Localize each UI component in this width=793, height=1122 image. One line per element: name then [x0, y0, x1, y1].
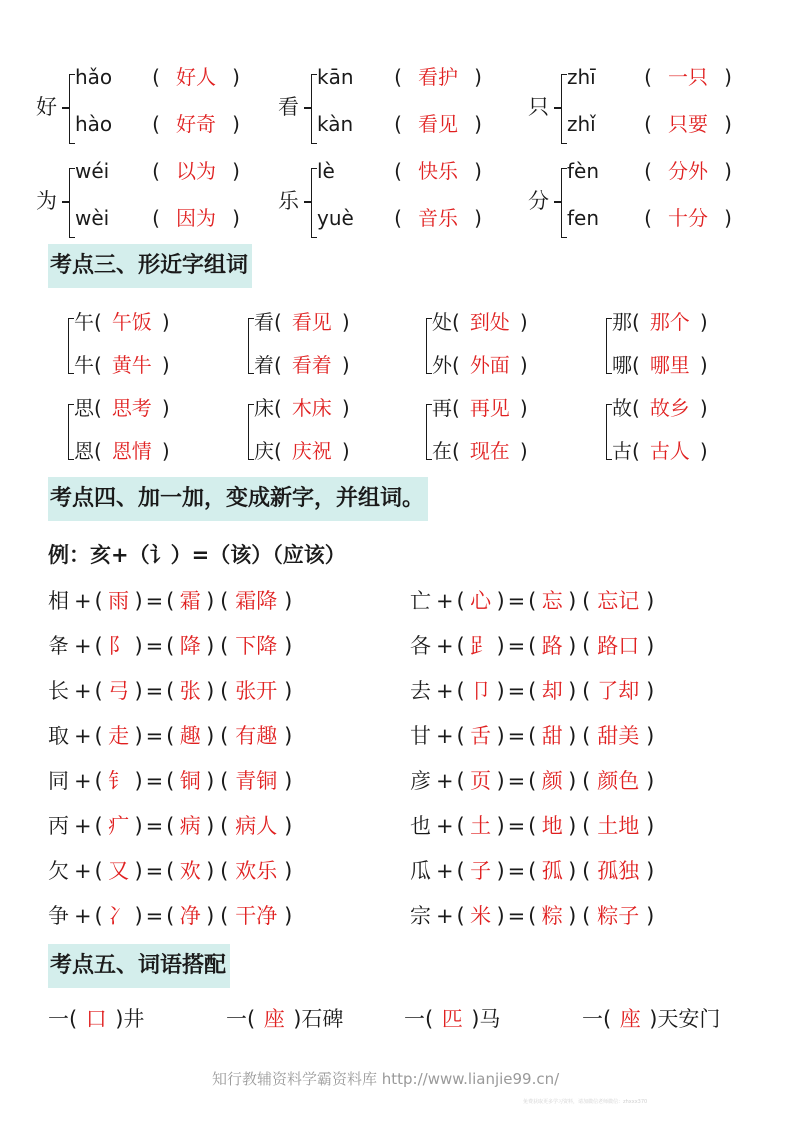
answer-radical: 钅: [108, 769, 130, 793]
answer-char: 孤: [541, 859, 563, 883]
answer-char: 铜: [179, 769, 201, 793]
answer-radical: 土: [470, 814, 492, 838]
answer-radical: 疒: [108, 814, 130, 838]
reading-row: wéi ( 以为 ): [75, 156, 247, 186]
answer-radical: 𧾷: [470, 634, 492, 658]
add-radical-row: 各 + ( 𧾷 ) = ( 路 ) ( 路口 ): [410, 631, 657, 661]
reading-row: zhī ( 一只 ): [567, 62, 739, 92]
answer-word: 现在: [469, 439, 510, 463]
add-radical-row: 夅 + ( 阝 ) = ( 降 ) ( 下降 ): [48, 631, 295, 661]
answer-radical: 又: [108, 859, 130, 883]
add-radical-row: 争 + ( 冫 ) = ( 净 ) ( 干净 ): [48, 901, 295, 931]
answer-word: 木床: [291, 396, 332, 420]
answer-word: 看着: [291, 353, 332, 377]
answer-char: 粽: [541, 904, 563, 928]
answer-word: 青铜: [235, 769, 278, 793]
add-radical-row: 欠 + ( 又 ) = ( 欢 ) ( 欢乐 ): [48, 856, 295, 886]
reading-row: fen ( 十分 ): [567, 203, 739, 233]
polyphone-group: [278, 156, 508, 248]
answer-word: 颜色: [597, 769, 640, 793]
bracket-tick: [304, 201, 311, 203]
pair-row: 再( 再见 ): [432, 396, 528, 420]
polyphone-char: 乐: [278, 189, 299, 213]
pair-row: 思( 思考 ): [74, 396, 170, 420]
polyphone-char: 为: [36, 189, 57, 213]
answer-word: 十分: [668, 206, 708, 230]
section-heading: 考点四、加一加，变成新字，并组词。: [48, 477, 428, 521]
answer-word: 故乡: [649, 396, 690, 420]
answer-word: 下降: [235, 634, 278, 658]
answer-char: 病: [179, 814, 201, 838]
answer-char: 忘: [541, 589, 563, 613]
reading-row: zhǐ ( 只要 ): [567, 109, 739, 139]
pinyin: lè: [317, 159, 335, 183]
pinyin: wéi: [75, 159, 110, 183]
answer-word: 好人: [176, 65, 216, 89]
answer-word: 再见: [469, 396, 510, 420]
answer-word: 因为: [176, 206, 216, 230]
add-radical-row: 长 + ( 弓 ) = ( 张 ) ( 张开 ): [48, 676, 295, 706]
bracket-tick: [554, 201, 561, 203]
collocation-item: 一( 座 )天安门: [582, 1004, 720, 1034]
similar-char-pair: [66, 308, 206, 392]
answer-word: 音乐: [418, 206, 458, 230]
section-heading: 考点五、词语搭配: [48, 944, 230, 988]
pair-row: 故( 故乡 ): [612, 396, 708, 420]
similar-char-pair: [246, 394, 386, 478]
answer-word: 一只: [668, 65, 708, 89]
answer-word: 看见: [418, 112, 458, 136]
answer-word: 黄牛: [111, 353, 152, 377]
pair-row: 那( 那个 ): [612, 310, 708, 334]
answer-word: 快乐: [418, 159, 458, 183]
pair-row: 牛( 黄牛 ): [74, 353, 170, 377]
add-radical-row: 同 + ( 钅 ) = ( 铜 ) ( 青铜 ): [48, 766, 295, 796]
answer-word: 庆祝: [291, 439, 332, 463]
similar-char-pair: [604, 394, 744, 478]
answer-radical: 雨: [108, 589, 130, 613]
add-radical-row: 相 + ( 雨 ) = ( 霜 ) ( 霜降 ): [48, 586, 295, 616]
pair-row: 庆( 庆祝 ): [254, 439, 350, 463]
answer-word: 甜美: [597, 724, 640, 748]
answer-word: 好奇: [176, 112, 216, 136]
section-heading: 考点三、形近字组词: [48, 244, 252, 288]
example-line: 例：亥+（讠）=（该）（应该）: [48, 543, 346, 567]
pair-row: 看( 看见 ): [254, 310, 350, 334]
answer-radical: 页: [470, 769, 492, 793]
pinyin: kàn: [317, 112, 354, 136]
answer-word: 忘记: [597, 589, 640, 613]
answer-word: 粽子: [597, 904, 640, 928]
answer-radical: 子: [470, 859, 492, 883]
reading-row: lè ( 快乐 ): [317, 156, 489, 186]
pinyin: yuè: [317, 206, 354, 230]
answer-radical: 阝: [108, 634, 130, 658]
answer-radical: 米: [470, 904, 492, 928]
answer-char: 霜: [179, 589, 201, 613]
answer-char: 却: [541, 679, 563, 703]
add-radical-row: 宗 + ( 米 ) = ( 粽 ) ( 粽子 ): [410, 901, 657, 931]
answer-word: 看护: [418, 65, 458, 89]
answer-word: 那个: [649, 310, 690, 334]
collocation-item: 一( 座 )石碑: [226, 1004, 343, 1034]
answer-char: 颜: [541, 769, 563, 793]
polyphone-group: [36, 62, 266, 154]
answer-char: 张: [179, 679, 201, 703]
answer-word: 干净: [235, 904, 278, 928]
reading-row: kān ( 看护 ): [317, 62, 489, 92]
pinyin: wèi: [75, 206, 110, 230]
polyphone-char: 好: [36, 95, 57, 119]
answer-char: 欢: [179, 859, 201, 883]
pair-row: 恩( 恩情 ): [74, 439, 170, 463]
add-radical-row: 甘 + ( 舌 ) = ( 甜 ) ( 甜美 ): [410, 721, 657, 751]
answer-char: 甜: [541, 724, 563, 748]
collocation-item: 一( 口 )井: [48, 1004, 144, 1034]
reading-row: wèi ( 因为 ): [75, 203, 247, 233]
add-radical-row: 取 + ( 走 ) = ( 趣 ) ( 有趣 ): [48, 721, 295, 751]
answer-char: 净: [179, 904, 201, 928]
pair-row: 着( 看着 ): [254, 353, 350, 377]
pinyin: hào: [75, 112, 113, 136]
answer-word: 张开: [235, 679, 278, 703]
polyphone-char: 看: [278, 95, 299, 119]
pair-row: 在( 现在 ): [432, 439, 528, 463]
polyphone-group: [528, 62, 758, 154]
answer-radical: 弓: [108, 679, 130, 703]
pinyin: kān: [317, 65, 354, 89]
pinyin: fen: [567, 206, 600, 230]
polyphone-char: 只: [528, 95, 549, 119]
answer-measure-word: 匹: [441, 1007, 463, 1031]
answer-char: 降: [179, 634, 201, 658]
answer-radical: 卩: [470, 679, 492, 703]
answer-word: 土地: [597, 814, 640, 838]
reading-row: fèn ( 分外 ): [567, 156, 739, 186]
polyphone-char: 分: [528, 189, 549, 213]
similar-char-pair: [66, 394, 206, 478]
pair-row: 外( 外面 ): [432, 353, 528, 377]
answer-word: 有趣: [235, 724, 278, 748]
pair-row: 床( 木床 ): [254, 396, 350, 420]
answer-word: 古人: [649, 439, 690, 463]
similar-char-pair: [604, 308, 744, 392]
pair-row: 午( 午饭 ): [74, 310, 170, 334]
pinyin: zhī: [567, 65, 596, 89]
answer-measure-word: 座: [619, 1007, 641, 1031]
pair-row: 哪( 哪里 ): [612, 353, 708, 377]
bracket-tick: [62, 201, 69, 203]
add-radical-row: 丙 + ( 疒 ) = ( 病 ) ( 病人 ): [48, 811, 295, 841]
answer-word: 只要: [668, 112, 708, 136]
answer-word: 霜降: [235, 589, 278, 613]
answer-word: 外面: [469, 353, 510, 377]
polyphone-group: [278, 62, 508, 154]
pinyin: fèn: [567, 159, 600, 183]
answer-radical: 冫: [108, 904, 130, 928]
answer-radical: 心: [470, 589, 492, 613]
add-radical-row: 亡 + ( 心 ) = ( 忘 ) ( 忘记 ): [410, 586, 657, 616]
answer-char: 地: [541, 814, 563, 838]
bracket-tick: [304, 107, 311, 109]
answer-word: 了却: [597, 679, 640, 703]
answer-word: 欢乐: [235, 859, 278, 883]
footer-source: 知行教辅资料学霸资料库 http://www.lianjie99.cn/: [212, 1070, 560, 1088]
answer-word: 以为: [176, 159, 216, 183]
answer-word: 看见: [291, 310, 332, 334]
add-radical-row: 彦 + ( 页 ) = ( 颜 ) ( 颜色 ): [410, 766, 657, 796]
answer-word: 路口: [597, 634, 640, 658]
answer-word: 到处: [469, 310, 510, 334]
answer-measure-word: 口: [85, 1007, 107, 1031]
answer-char: 趣: [179, 724, 201, 748]
pair-row: 古( 古人 ): [612, 439, 708, 463]
pair-row: 处( 到处 ): [432, 310, 528, 334]
answer-char: 路: [541, 634, 563, 658]
answer-measure-word: 座: [263, 1007, 285, 1031]
answer-radical: 走: [108, 724, 130, 748]
answer-word: 病人: [235, 814, 278, 838]
answer-word: 恩情: [111, 439, 152, 463]
add-radical-row: 也 + ( 土 ) = ( 地 ) ( 土地 ): [410, 811, 657, 841]
similar-char-pair: [424, 394, 564, 478]
reading-row: hǎo ( 好人 ): [75, 62, 247, 92]
reading-row: hào ( 好奇 ): [75, 109, 247, 139]
add-radical-row: 瓜 + ( 子 ) = ( 孤 ) ( 孤独 ): [410, 856, 657, 886]
reading-row: kàn ( 看见 ): [317, 109, 489, 139]
add-radical-row: 去 + ( 卩 ) = ( 却 ) ( 了却 ): [410, 676, 657, 706]
polyphone-group: [528, 156, 758, 248]
collocation-item: 一( 匹 )马: [404, 1004, 500, 1034]
answer-radical: 舌: [470, 724, 492, 748]
answer-word: 孤独: [597, 859, 640, 883]
similar-char-pair: [424, 308, 564, 392]
bracket-tick: [62, 107, 69, 109]
answer-word: 分外: [668, 159, 708, 183]
pinyin: zhǐ: [567, 112, 596, 136]
pinyin: hǎo: [75, 65, 113, 89]
answer-word: 午饭: [111, 310, 152, 334]
bracket-tick: [554, 107, 561, 109]
polyphone-group: [36, 156, 266, 248]
similar-char-pair: [246, 308, 386, 392]
watermark: 免费获取更多学习资料，请加微信老师微信：zhxxx370: [523, 1099, 648, 1105]
answer-word: 哪里: [649, 353, 690, 377]
reading-row: yuè ( 音乐 ): [317, 203, 489, 233]
answer-word: 思考: [111, 396, 152, 420]
